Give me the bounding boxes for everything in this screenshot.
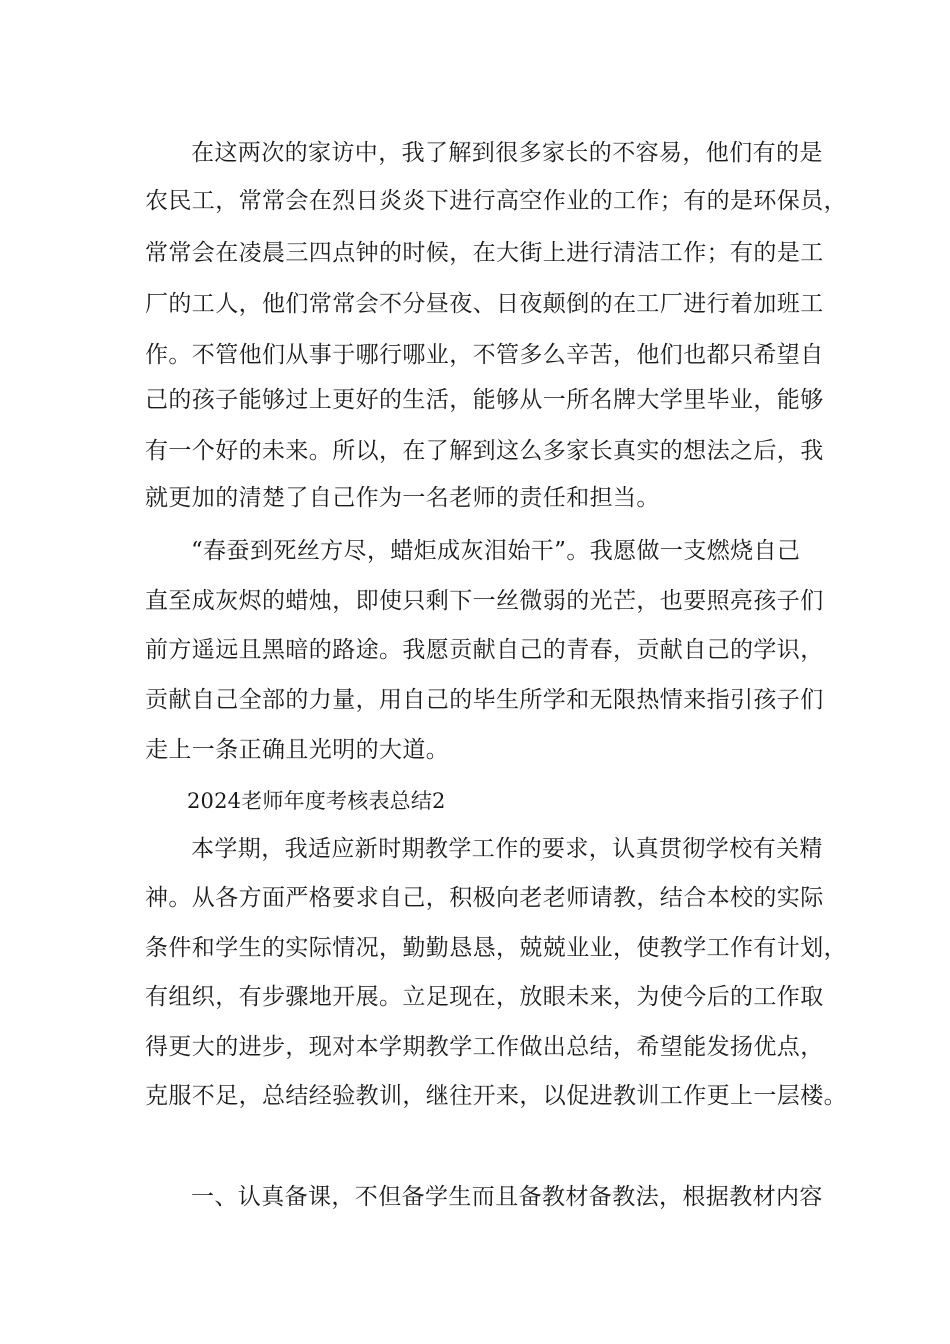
paragraph-1-line-4: 厂的工人，他们常常会不分昼夜、日夜颠倒的在工厂进行着加班工 bbox=[145, 291, 824, 317]
section-title: 2024老师年度考核表总结2 bbox=[187, 789, 446, 813]
paragraph-2-line-3: 前方遥远且黑暗的路途。我愿贡献自己的青春，贡献自己的学识， bbox=[145, 637, 824, 663]
paragraph-1-line-5: 作。不管他们从事于哪行哪业，不管多么辛苦，他们也都只希望自 bbox=[145, 342, 824, 368]
paragraph-3-line-2: 神。从各方面严格要求自己，积极向老老师请教，结合本校的实际 bbox=[145, 885, 824, 911]
paragraph-1-line-7: 有一个好的未来。所以，在了解到这么多家长真实的想法之后，我 bbox=[145, 438, 824, 464]
paragraph-2-line-4: 贡献自己全部的力量，用自己的毕生所学和无限热情来指引孩子们 bbox=[145, 687, 824, 713]
paragraph-3-line-6: 克服不足，总结经验教训，继往开来，以促进教训工作更上一层楼。 bbox=[145, 1083, 847, 1109]
paragraph-1-line-8: 就更加的清楚了自己作为一名老师的责任和担当。 bbox=[145, 485, 660, 511]
paragraph-1-line-2: 农民工，常常会在烈日炎炎下进行高空作业的工作；有的是环保员， bbox=[145, 188, 847, 214]
paragraph-3-line-3: 条件和学生的实际情况，勤勤恳恳，兢兢业业，使教学工作有计划， bbox=[145, 935, 847, 961]
paragraph-4-line-1: 一、认真备课，不但备学生而且备教材备教法，根据教材内容 bbox=[191, 1184, 823, 1210]
paragraph-2-line-1: “春蚕到死丝方尽，蜡炬成灰泪始干”。我愿做一支燃烧自己 bbox=[191, 538, 801, 564]
paragraph-3-line-5: 得更大的进步，现对本学期教学工作做出总结，希望能发扬优点， bbox=[145, 1034, 824, 1060]
paragraph-2-line-5: 走上一条正确且光明的大道。 bbox=[145, 737, 450, 763]
paragraph-1-line-3: 常常会在凌晨三四点钟的时候，在大街上进行清洁工作；有的是工 bbox=[145, 240, 824, 266]
paragraph-3-line-4: 有组织，有步骤地开展。立足现在，放眼未来，为使今后的工作取 bbox=[145, 984, 824, 1010]
paragraph-2-line-2: 直至成灰烬的蜡烛，即使只剩下一丝微弱的光芒，也要照亮孩子们 bbox=[145, 588, 824, 614]
paragraph-3-line-1: 本学期，我适应新时期教学工作的要求，认真贯彻学校有关精 bbox=[191, 836, 823, 862]
paragraph-1-line-6: 己的孩子能够过上更好的生活，能够从一所名牌大学里毕业，能够 bbox=[145, 387, 824, 413]
paragraph-1-line-1: 在这两次的家访中，我了解到很多家长的不容易，他们有的是 bbox=[191, 140, 823, 166]
